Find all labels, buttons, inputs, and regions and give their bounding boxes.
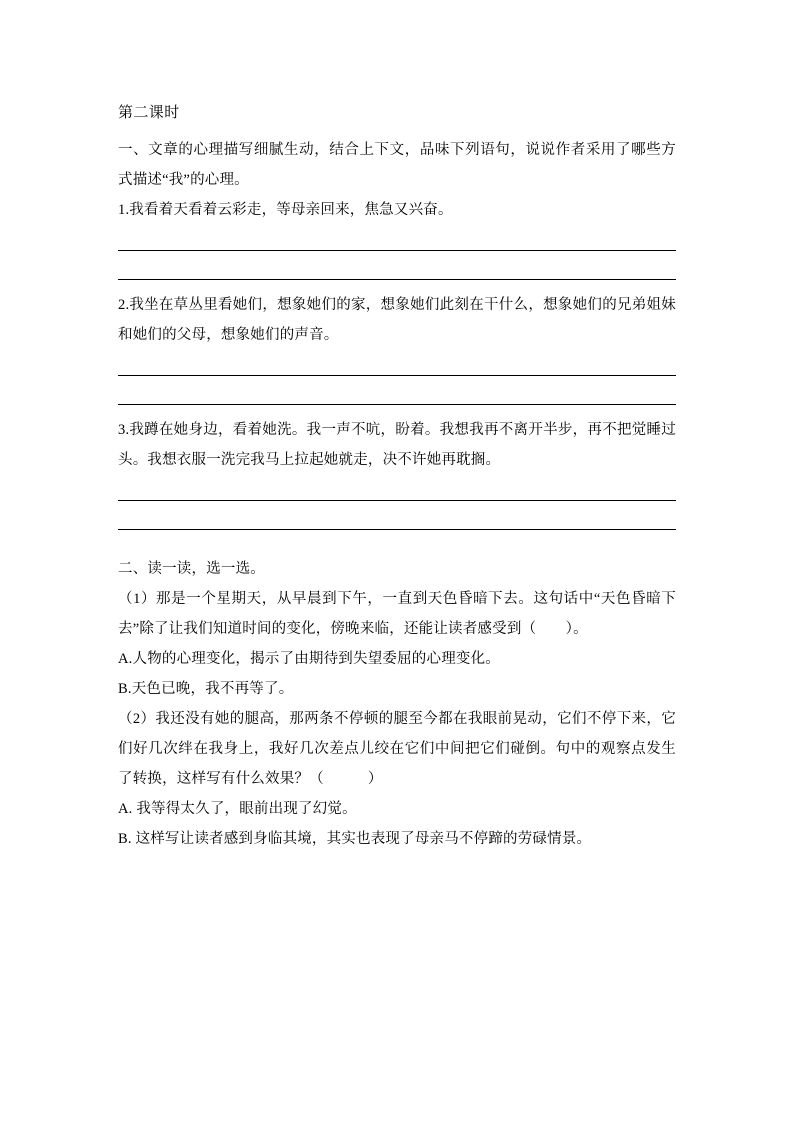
answer-line <box>118 529 676 530</box>
section-spacer <box>118 540 676 554</box>
choice-question-2 <box>118 704 676 854</box>
section-two-prompt: 二、读一读，选一选。 <box>118 561 265 577</box>
section-one-prompt: 一、文章的心理描写细腻生动，结合上下文，品味下列语句，说说作者采用了哪些方式描述“我”的心理。 <box>118 142 676 188</box>
answer-line <box>118 500 676 501</box>
document-body <box>118 98 676 854</box>
question-item-1 <box>118 195 676 280</box>
question-item-3 <box>118 415 676 530</box>
question-item-2 <box>118 290 676 405</box>
choice-question-2-option-a[interactable]: A. 我等得太久了，眼前出现了幻觉。 <box>118 801 357 817</box>
choice-question-1-option-b[interactable]: B.天色已晚，我不再等了。 <box>118 681 294 697</box>
answer-line <box>118 404 676 405</box>
question-3-text: 3.我蹲在她身边，看着她洗。我一声不吭，盼着。我想我再不离开半步，再不把觉睡过头。我想衣服一洗完我马上拉起她就走，决不许她再耽搁。 <box>118 422 676 468</box>
answer-line <box>118 250 676 251</box>
choice-question-1-option-a[interactable]: A.人物的心理变化，揭示了由期待到失望委屈的心理变化。 <box>118 651 500 667</box>
question-1-text: 1.我看着天看着云彩走，等母亲回来，焦急又兴奋。 <box>118 202 453 218</box>
choice-question-2-option-b[interactable]: B. 这样写让读者感到身临其境，其实也表现了母亲马不停蹄的劳碌情景。 <box>118 831 592 847</box>
answer-line <box>118 279 676 280</box>
choice-question-1 <box>118 584 676 704</box>
choice-question-2-stem: （2）我还没有她的腿高，那两条不停顿的腿至今都在我眼前晃动，它们不停下来，它们好几次绊在我身上，我好几次差点儿绞在它们中间把它们碰倒。句中的观察点发生了转换，这样写有什么效果？（ ） <box>118 711 676 787</box>
choice-question-1-stem: （1）那是一个星期天，从早晨到下午，一直到天色昏暗下去。这句话中“天色昏暗下去”除了让我们知道时间的变化，傍晚来临，还能让读者感受到（ ）。 <box>118 591 676 637</box>
answer-line <box>118 375 676 376</box>
answer-area-1[interactable] <box>118 250 676 280</box>
page-title: 第二课时 <box>118 105 180 121</box>
question-2-text: 2.我坐在草丛里看她们，想象她们的家，想象她们此刻在干什么，想象她们的兄弟姐妹和她们的父母，想象她们的声音。 <box>118 297 676 343</box>
answer-area-2[interactable] <box>118 375 676 405</box>
answer-area-3[interactable] <box>118 500 676 530</box>
